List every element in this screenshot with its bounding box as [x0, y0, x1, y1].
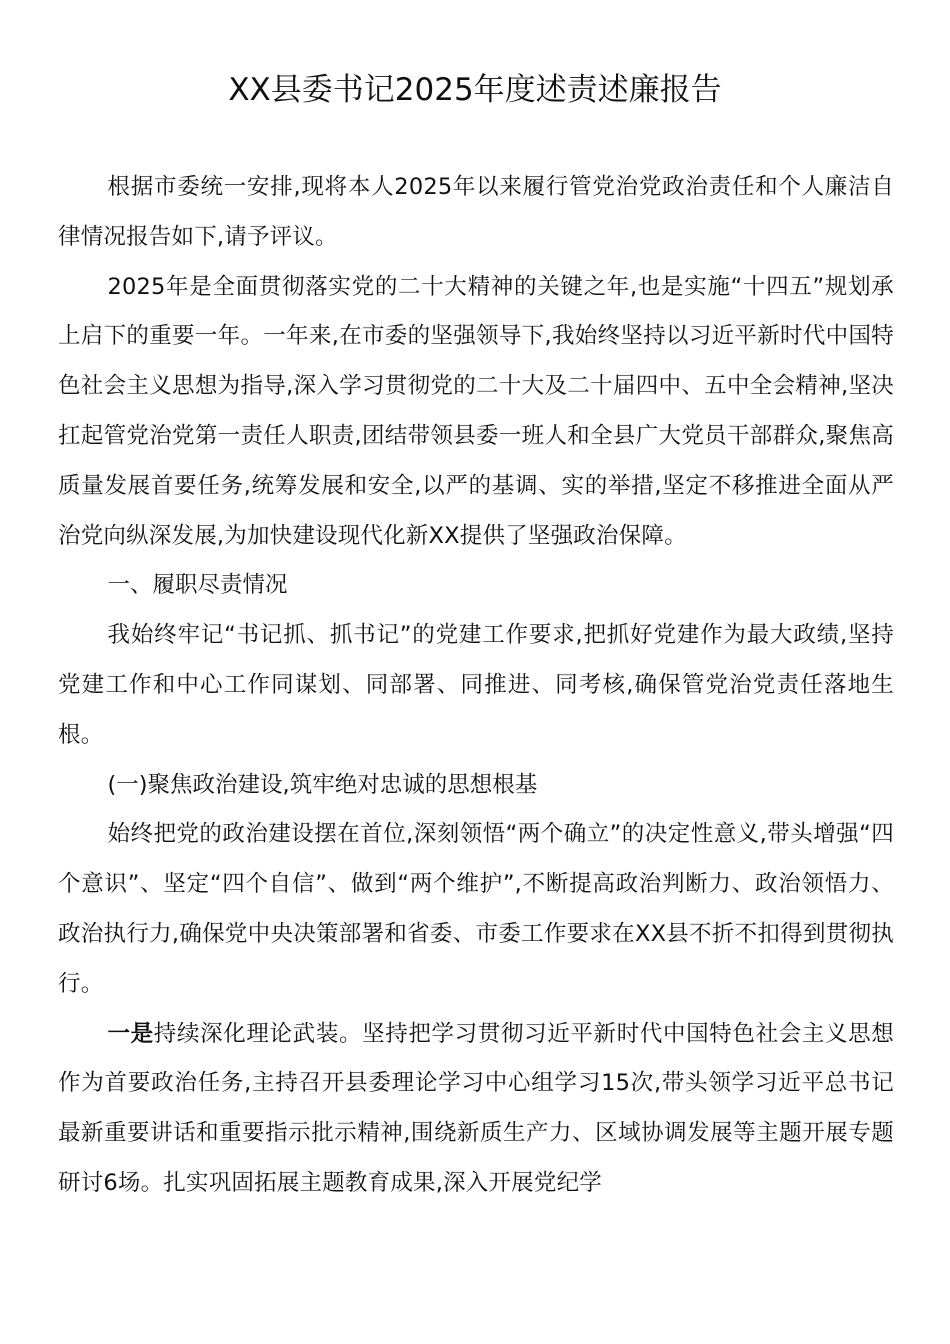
subsection-1-paragraph: 始终把党的政治建设摆在首位,深刻领悟“两个确立”的决定性意义,带头增强“四个意识”、坚定“四个自信”、做到“两个维护”,不断提高政治判断力、政治领悟力、政治执行力,确保党中央决策部署和省委、市委工作要求在XX县不折不扣得到贯彻执行。: [58, 821, 894, 997]
point-1-paragraph: [58, 1010, 894, 1209]
section-heading-1: 一、履职尽责情况: [107, 572, 288, 599]
overview-paragraph: 2025年是全面贯彻落实党的二十大精神的关键之年,也是实施“十四五”规划承上启下的重要一年。一年来,在市委的坚强领导下,我始终坚持以习近平新时代中国特色社会主义思想为指导,深入学习贯彻党的二十大及二十届四中、五中全会精神,坚决扛起管党治党第一责任人职责,团结带领县委一班人和全县广大党员干部群众,聚焦高质量发展首要任务,统筹发展和安全,以严的基调、实的举措,坚定不移推进全面从严治党向纵深发展,为加快建设现代化新XX提供了坚强政治保障。: [58, 273, 894, 549]
point-1-text: 持续深化理论武装。坚持把学习贯彻习近平新时代中国特色社会主义思想作为首要政治任务,主持召开县委理论学习中心组学习15次,带头领学习近平总书记最新重要讲话和重要指示批示精神,围绕新质生产力、区域协调发展等主题开展专题研讨6场。扎实巩固拓展主题教育成果,深入开展党纪学: [58, 1020, 894, 1196]
point-1-lead: 一是: [107, 1020, 154, 1047]
intro-paragraph: 根据市委统一安排,现将本人2025年以来履行管党治党政治责任和个人廉洁自律情况报告如下,请予评议。: [58, 174, 894, 250]
subsection-heading-1: (一)聚焦政治建设,筑牢绝对忠诚的思想根基: [107, 771, 538, 798]
section-1-intro-paragraph: 我始终牢记“书记抓、抓书记”的党建工作要求,把抓好党建作为最大政绩,坚持党建工作和中心工作同谋划、同部署、同推进、同考核,确保管党治党责任落地生根。: [58, 622, 894, 748]
document-title: XX县委书记2025年度述责述廉报告: [228, 72, 722, 108]
document-body: [58, 163, 894, 1209]
